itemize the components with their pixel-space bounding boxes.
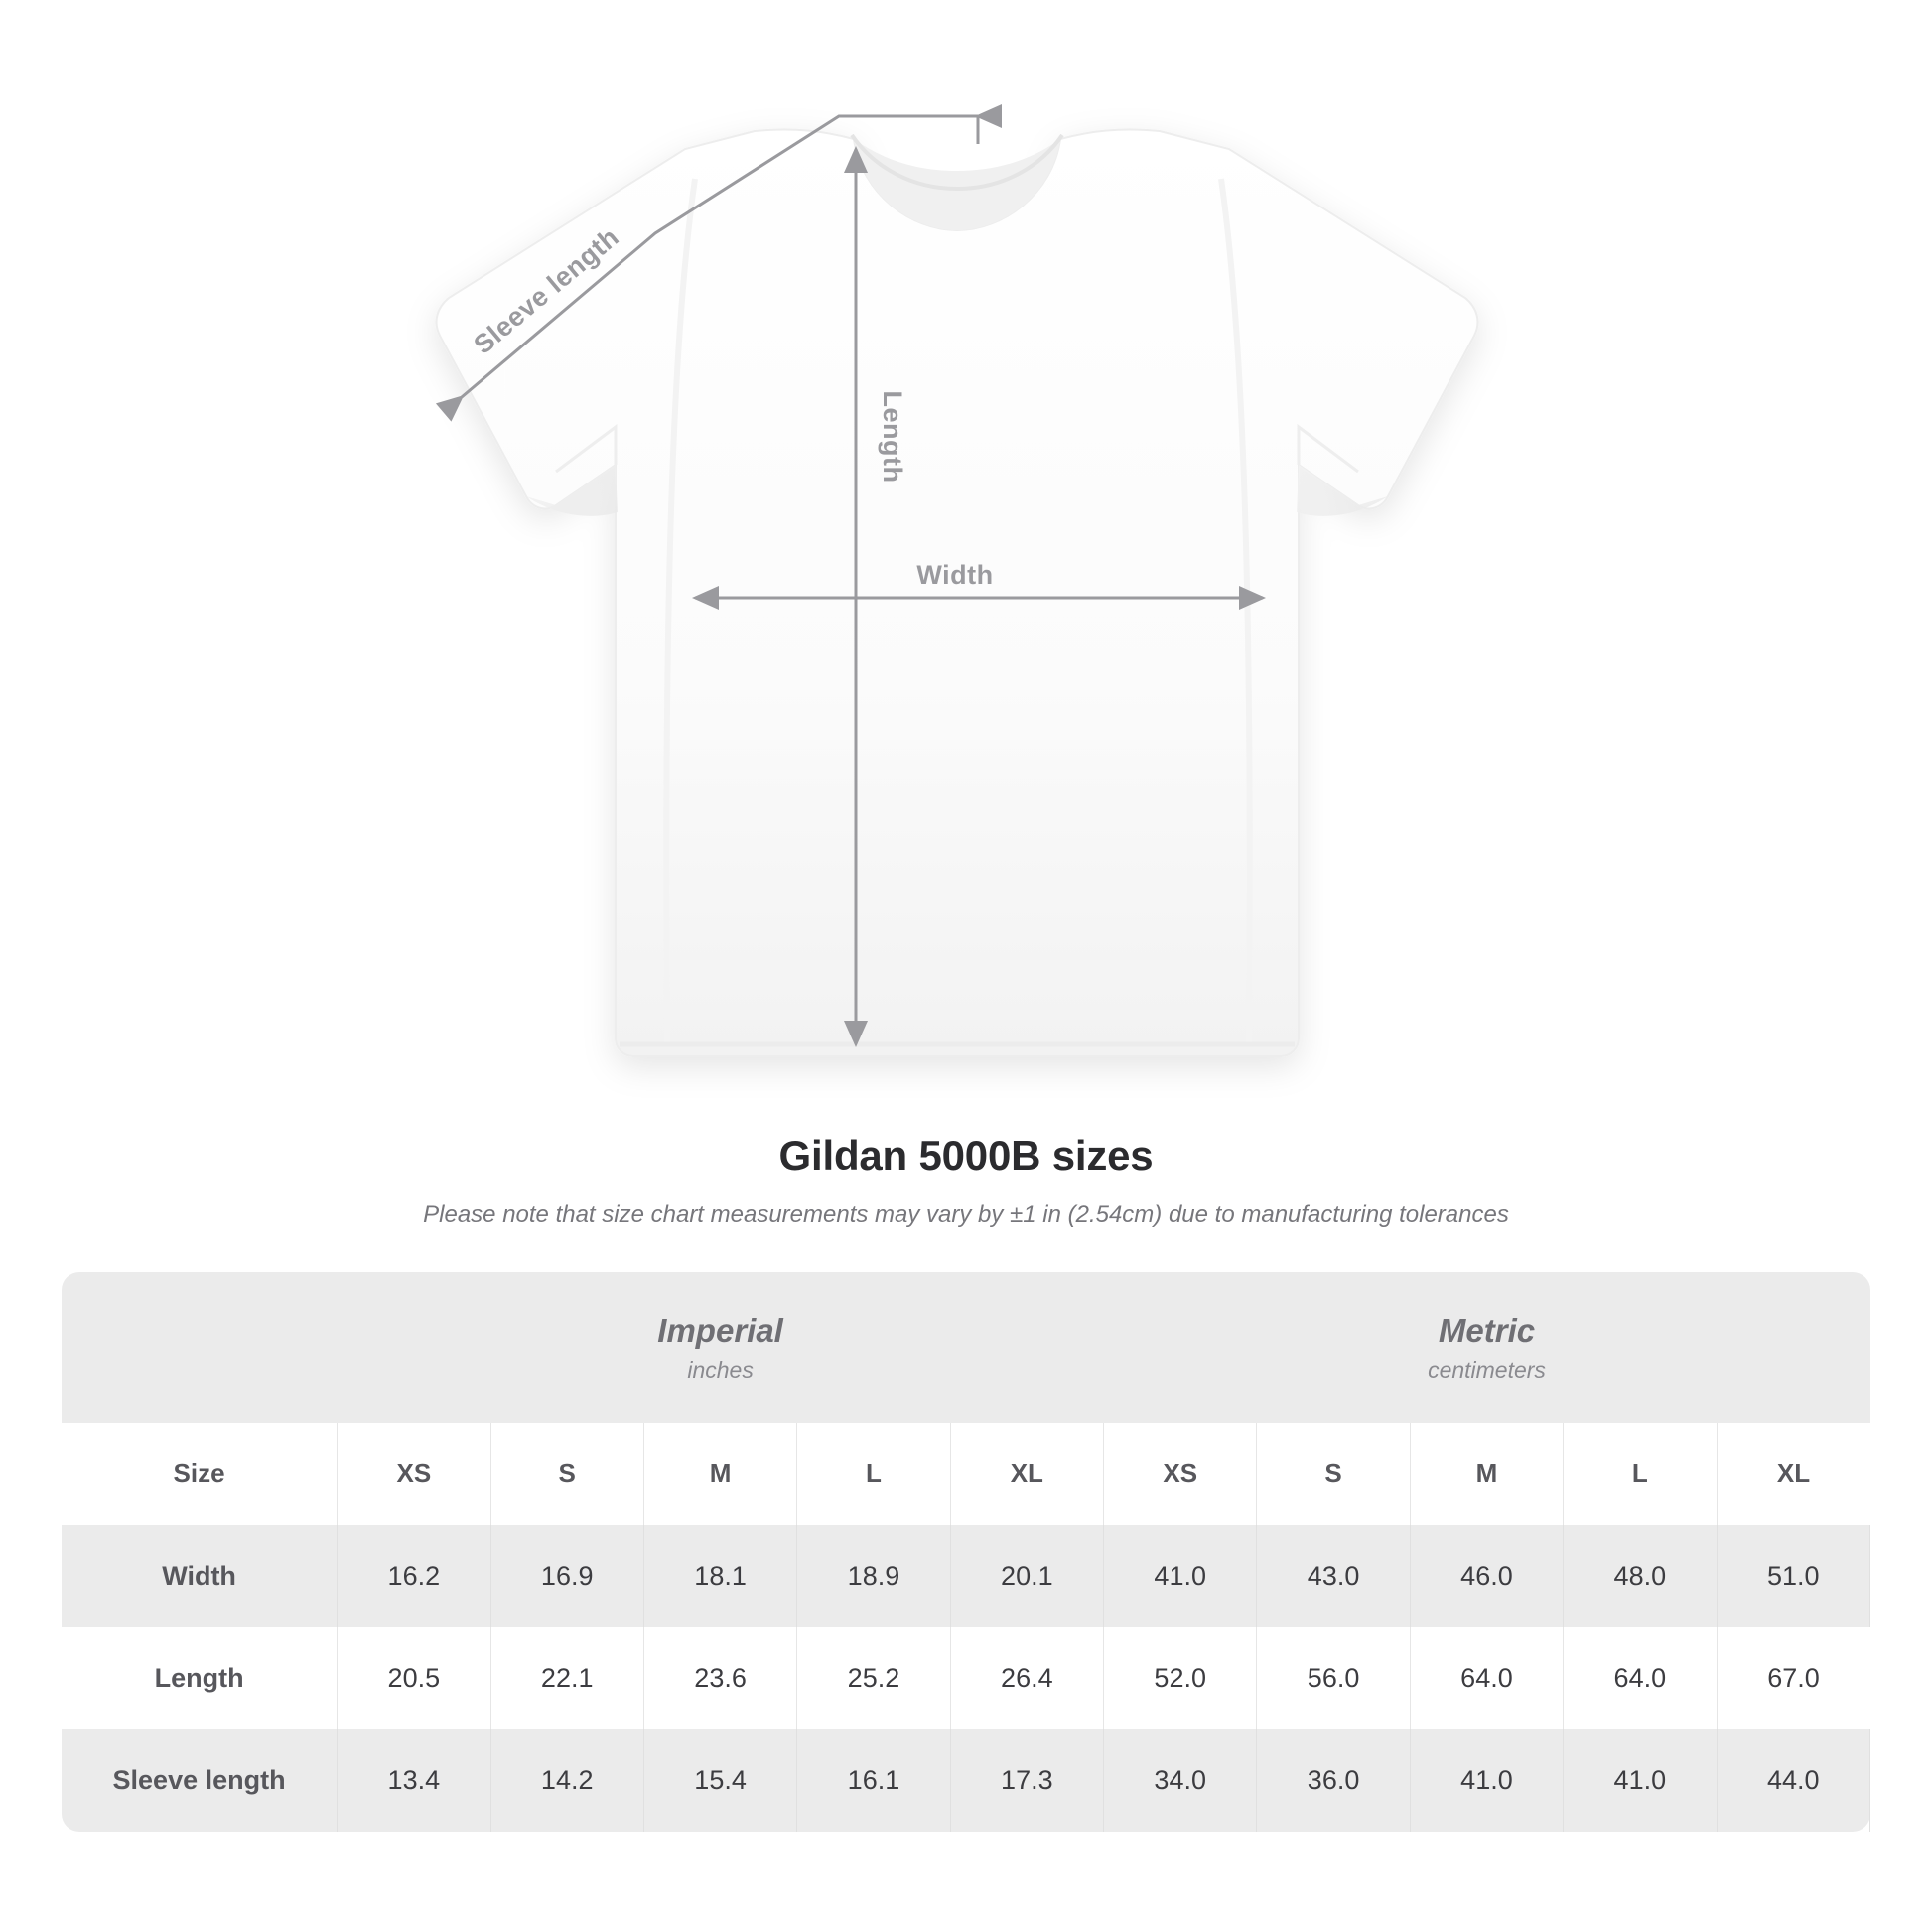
cell-value: 15.4	[643, 1729, 796, 1832]
table-row	[62, 1729, 1870, 1832]
row-label-width: Width	[62, 1525, 338, 1627]
cell-value: 13.4	[338, 1729, 490, 1832]
cell-value: 46.0	[1410, 1525, 1563, 1627]
header-size-cell: S	[1257, 1423, 1410, 1525]
cell-value: 41.0	[1410, 1729, 1563, 1832]
header-size-cell: L	[797, 1423, 950, 1525]
cell-value: 67.0	[1717, 1627, 1869, 1729]
cell-value: 41.0	[1104, 1525, 1257, 1627]
header-size-cell: XL	[1717, 1423, 1869, 1525]
sleeve-length-label: Sleeve length	[468, 221, 625, 360]
cell-value: 14.2	[490, 1729, 643, 1832]
cell-value: 16.1	[797, 1729, 950, 1832]
cell-value: 17.3	[950, 1729, 1103, 1832]
cell-value: 18.9	[797, 1525, 950, 1627]
unit-group-imperial	[338, 1272, 1104, 1423]
cell-value: 20.1	[950, 1525, 1103, 1627]
cell-value: 18.1	[643, 1525, 796, 1627]
unit-sub-metric: centimeters	[1428, 1357, 1546, 1384]
title-block	[0, 1132, 1932, 1229]
table-row	[62, 1627, 1870, 1729]
cell-value: 16.9	[490, 1525, 643, 1627]
size-table-wrap	[62, 1272, 1870, 1832]
cell-value: 56.0	[1257, 1627, 1410, 1729]
cell-value: 48.0	[1564, 1525, 1717, 1627]
width-label: Width	[916, 560, 994, 590]
cell-value: 36.0	[1257, 1729, 1410, 1832]
tolerance-note: Please note that size chart measurements may vary by ±1 in (2.54cm) due to manufacturing tolerances	[423, 1201, 1509, 1228]
header-size-cell: L	[1564, 1423, 1717, 1525]
cell-value: 22.1	[490, 1627, 643, 1729]
row-label-sleeve-length: Sleeve length	[62, 1729, 338, 1832]
cell-value: 25.2	[797, 1627, 950, 1729]
cell-value: 64.0	[1410, 1627, 1563, 1729]
length-label: Length	[878, 390, 907, 483]
page-title: Gildan 5000B sizes	[778, 1132, 1154, 1178]
unit-group-metric	[1104, 1272, 1870, 1423]
size-table	[62, 1272, 1870, 1832]
header-size-cell: XL	[950, 1423, 1103, 1525]
unit-name-imperial: Imperial	[657, 1311, 783, 1349]
table-row	[62, 1525, 1870, 1627]
unit-corner-cell	[62, 1272, 338, 1423]
size-header-row	[62, 1423, 1870, 1525]
header-size-cell: S	[490, 1423, 643, 1525]
cell-value: 20.5	[338, 1627, 490, 1729]
header-size-cell: XS	[338, 1423, 490, 1525]
unit-sub-imperial: inches	[687, 1357, 754, 1384]
cell-value: 52.0	[1104, 1627, 1257, 1729]
cell-value: 41.0	[1564, 1729, 1717, 1832]
cell-value: 51.0	[1717, 1525, 1869, 1627]
cell-value: 44.0	[1717, 1729, 1869, 1832]
cell-value: 16.2	[338, 1525, 490, 1627]
header-size-cell: M	[1410, 1423, 1563, 1525]
row-label-length: Length	[62, 1627, 338, 1729]
cell-value: 23.6	[643, 1627, 796, 1729]
unit-name-metric: Metric	[1438, 1311, 1536, 1349]
header-size-cell: XS	[1104, 1423, 1257, 1525]
cell-value: 34.0	[1104, 1729, 1257, 1832]
header-size-cell: M	[643, 1423, 796, 1525]
header-size-label: Size	[62, 1423, 338, 1525]
unit-header-row	[62, 1272, 1870, 1423]
cell-value: 26.4	[950, 1627, 1103, 1729]
cell-value: 43.0	[1257, 1525, 1410, 1627]
cell-value: 64.0	[1564, 1627, 1717, 1729]
